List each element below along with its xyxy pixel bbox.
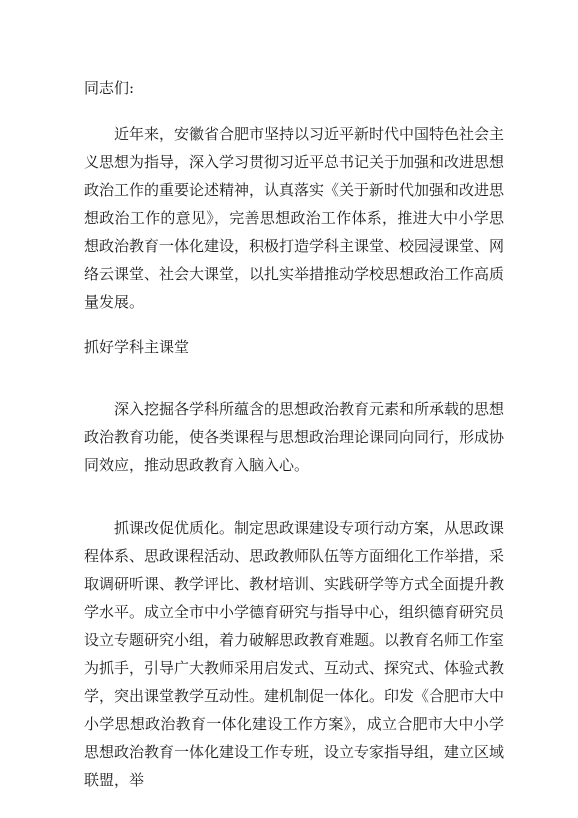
- section-intro-paragraph: 深入挖掘各学科所蕴含的思想政治教育元素和所承载的思想政治教育功能，使各类课程与思想政治理论课同向同行，形成协同效应，推动思政教育入脑入心。: [84, 400, 505, 474]
- intro-paragraph: 近年来，安徽省合肥市坚持以习近平新时代中国特色社会主义思想为指导，深入学习贯彻习近平总书记关于加强和改进思想政治工作的重要论述精神，认真落实《关于新时代加强和改进思想政治工作的意见》，完善思想政治工作体系，推进大中小学思想政治教育一体化建设，积极打造学科主课堂、校园浸课堂、网络云课堂、社会大课堂，以扎实举措推动学校思想政治工作高质量发展。: [84, 125, 505, 311]
- section-heading: 抓好学科主课堂: [84, 338, 190, 356]
- salutation: 同志们:: [84, 79, 135, 97]
- section-body-paragraph: 抓课改促优质化。制定思政课建设专项行动方案，从思政课程体系、思政课程活动、思政教师队伍等方面细化工作举措，采取调研听课、教学评比、教材培训、实践研学等方式全面提升教学水平。成立全市中小学德育研究与指导中心，组织德育研究员设立专题研究小组，着力破解思政教育难题。以教育名师工作室为抓手，引导广大教师采用启发式、互动式、探究式、体验式教学，突出课堂教学互动性。建机制促一体化。印发《合肥市大中小学思想政治教育一体化建设工作方案》，成立合肥市大中小学思想政治教育一体化建设工作专班，设立专家指导组，建立区域联盟，举: [84, 519, 505, 789]
